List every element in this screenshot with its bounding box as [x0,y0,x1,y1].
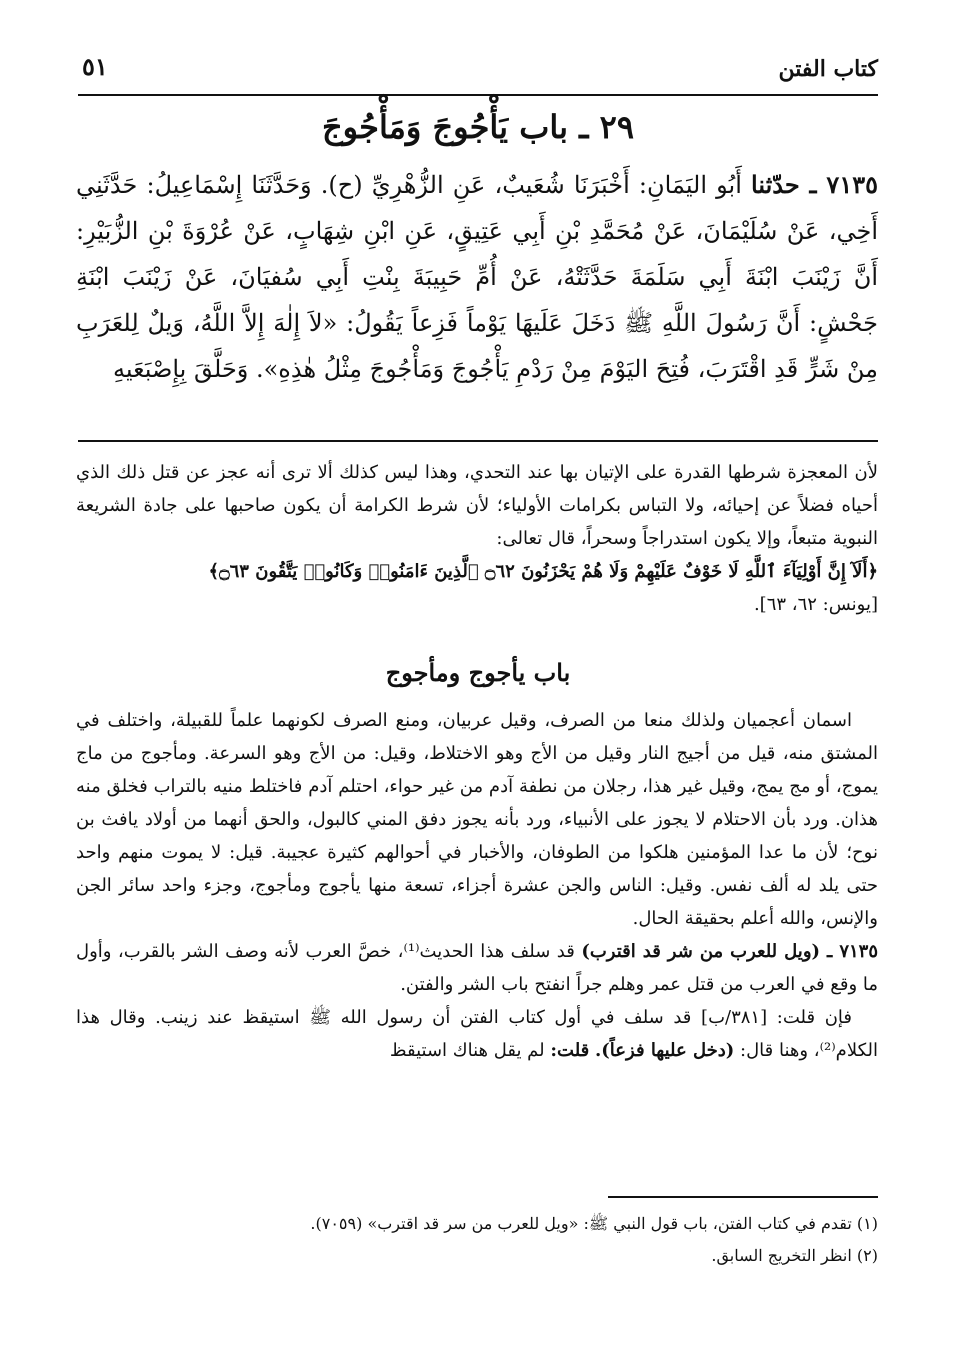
commentary-paragraph-1: اسمان أعجميان ولذلك منعا من الصرف، وقيل عربيان، ومنع الصرف لكونهما علماً للقبيلة، واختلف في المشتق منه، قيل من أجيج النار وقيل من الأج وهو الاختلاط، وقيل: من الأج وهو السرعة. ومأجوج من ماج يموج، أو مج يمج، وقيل غير هذا، رجلان من نطفة آدم من غير حواء، احتلم آدم فاختلط منيه بالتراب فخلق منه هذان. ورد بأن الاحتلام لا يجوز على الأنبياء، ورد بأنه يجوز دفق المني كالبول، والحق أنهما من أولاد يافث بن نوح؛ لأن ما عدا المؤمنين هلكوا من الطوفان، والأخبار في أحوالهم كثيرة عجيبة. قيل: لا يموت منهم واحد حتى يلد له ألف نفس. وقيل: الناس والجن عشرة أجزاء، تسعة منها يأجوج ومأجوج، وجزء واحد سائر الجن والإنس، والله أعلم بحقيقة الحال. [76,710,878,929]
commentary-answer: لم يقل هناك استيقظ [389,1040,545,1061]
section-title: ٢٩ ـ باب يَأْجُوجَ وَمَأْجُوجَ [321,108,635,146]
commentary [76,704,878,1067]
page-number: ٥١ [82,52,108,81]
commentary-question: فإن قلت: [٣٨١/ب] قد سلف في أول كتاب الفتن أن رسول الله ﷺ استيقظ عند زينب. وقال هذا الكلام⁽²⁾، وهنا قال: [76,1007,878,1061]
commentary-hadith-lead: ٧١٣٥ ـ (ويل للعرب من شر قد اقترب) [581,941,878,962]
quran-verse: ﴿أَلَآ إِنَّ أَوْلِيَآءَ ٱللَّهِ لَا خَوْفٌ عَلَيْهِمْ وَلَا هُمْ يَحْزَنُونَ ۝٦٢ ٱلَّذِينَ ءَامَنُوا۟ وَكَانُوا۟ يَتَّقُونَ ۝٦٣﴾ [208,561,878,582]
footnote-1: (١) تقدم في كتاب الفتن، باب قول النبي ﷺ: «ويل للعرب من سر قد اقترب» (٧٠٥٩). [310,1214,878,1233]
footnote-2: (٢) انظر التخريج السابق. [711,1246,878,1265]
quran-reference: [يونس: ٦٢، ٦٣]. [753,594,878,615]
footnotes [78,1208,878,1272]
page-header [78,50,878,96]
text-separator [78,440,878,442]
footnote-separator [608,1196,878,1198]
commentary-paragraph-2: قد سلف هذا الحديث⁽¹⁾، خصَّ العرب لأنه وصف الشر بالقرب، وأول ما وقع في العرب من قتل عمر وهلم جراً انفتح باب الشر والفتن. [76,941,878,995]
hadith-text [76,162,878,392]
commentary-answer-label: قلت: [550,1040,590,1061]
chapter-title: كتاب الفتن [778,56,878,82]
previous-commentary [76,456,878,621]
hadith-lead: ٧١٣٥ ـ حدّثنا [751,170,878,199]
commentary-heading: باب يأجوج ومأجوج [385,658,571,687]
commentary-quote: (دخل عليها فزعاً). [595,1040,735,1061]
hadith-body: أَبُو اليَمَانِ: أَخْبَرَنَا شُعَيبٌ، عَنِ الزُّهْرِيِّ (ح). وَحَدَّثَنَا إِسْمَاعِيلُ: حَدَّثَنِي أَخِي، عَنْ سُلَيْمَانَ، عَنْ مُحَمَّدِ بْنِ أَبِي عَتِيقٍ، عَنِ ابْنِ شِهَابٍ، عَنْ عُرْوَةَ بْنِ الزُّبَيْرِ: أَنَّ زَيْنَبَ ابْنَةَ أَبِي سَلَمَةَ حَدَّثَتْهُ، عَنْ أُمِّ حَبِيبَةَ بِنْتِ أَبِي سُفيَانَ، عَنْ زَيْنَبَ ابْنَةِ جَحْشٍ: أَنَّ رَسُولَ اللَّهِ ﷺ دَخَلَ عَلَيهَا يَوْماً فَزِعاً يَقُولُ: «لاَ إِلٰهَ إِلاَّ اللَّهُ، وَيلٌ لِلعَرَبِ مِنْ شَرٍّ قَدِ اقْتَرَبَ، فُتِحَ اليَوْمَ مِنْ رَدْمِ يَأْجُوجَ وَمَأْجُوجَ مِثْلُ هٰذِهِ». وَحَلَّقَ بِإِصْبَعَيهِ [76,171,878,383]
notes-paragraph: لأن المعجزة شرطها القدرة على الإتيان بها عند التحدي، وهذا ليس كذلك ألا ترى أنه عجز عن قتل ذلك الذي أحياه فضلاً عن إحيائه، ولا التباس بكرامات الأولياء؛ لأن شرط الكرامة أن يكون صاحبها على جادة الشريعة النبوية متبعاً، وإلا يكون استدراجاً وسحراً، قال تعالى: [76,462,878,549]
